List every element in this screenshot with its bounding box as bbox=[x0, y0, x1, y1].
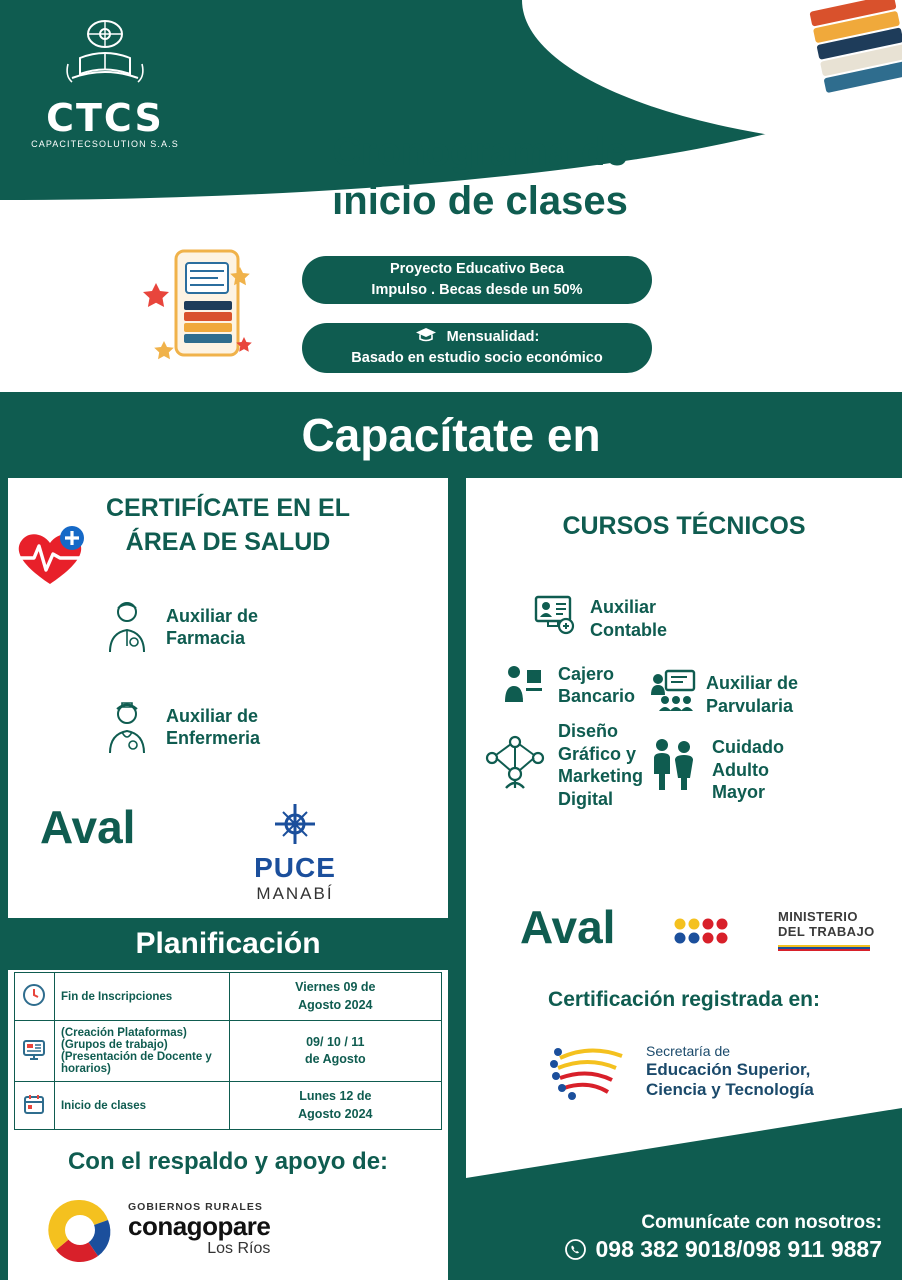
nurse-icon bbox=[100, 698, 154, 756]
teacher-board-icon bbox=[650, 669, 696, 713]
mensualidad-line-2: Basado en estudio socio económico bbox=[351, 350, 603, 366]
course-label-line-2: Bancario bbox=[558, 686, 636, 706]
conagopare-name: conagopare bbox=[128, 1211, 271, 1242]
mensualidad-line-1 bbox=[351, 327, 602, 348]
course-label-line-2: Parvularia bbox=[706, 695, 794, 716]
planificacion-title: Planificación bbox=[8, 918, 448, 970]
platform-icon bbox=[22, 1038, 46, 1062]
heart-pulse-icon bbox=[10, 520, 90, 590]
title-line-1: Cronograma de bbox=[332, 130, 628, 174]
calendar-books-icon bbox=[140, 245, 270, 375]
conagopare-logo-icon bbox=[42, 1192, 118, 1268]
senescyt-logo-icon bbox=[548, 1040, 634, 1104]
course-label-line-3: Marketing bbox=[558, 766, 644, 786]
course-label bbox=[558, 720, 643, 810]
senescyt-line-1: Secretaría de bbox=[646, 1043, 731, 1060]
logo-subtitle: CAPACITECSOLUTION S.A.S bbox=[31, 139, 179, 149]
planificacion-table bbox=[14, 972, 442, 1130]
row-icon-cell bbox=[15, 1082, 55, 1130]
course-label-line-2: Gráfico y bbox=[558, 743, 637, 764]
pharmacist-icon bbox=[100, 598, 154, 656]
brand-logo bbox=[30, 18, 180, 149]
salud-title-line-1: CERTIFÍCATE EN EL bbox=[106, 494, 350, 522]
course-label bbox=[706, 672, 798, 717]
row-date bbox=[229, 973, 441, 1021]
beca-line-2: Impulso . Becas desde un 50% bbox=[371, 282, 583, 298]
conagopare-logo bbox=[42, 1192, 270, 1268]
course-label-line-1: Cajero bbox=[558, 663, 615, 684]
puce-cross-icon bbox=[263, 800, 327, 852]
ministerio-line-2: DEL TRABAJO bbox=[778, 923, 875, 939]
course-label-line-1: Auxiliar de bbox=[166, 705, 259, 726]
course-label bbox=[558, 663, 635, 708]
course-label bbox=[166, 705, 260, 750]
course-label-line-1: Cuidado bbox=[712, 737, 784, 757]
course-auxiliar-farmacia bbox=[100, 598, 258, 656]
page-title bbox=[260, 128, 700, 226]
monitor-user-icon bbox=[532, 592, 578, 638]
table-row bbox=[15, 1021, 442, 1082]
whatsapp-icon[interactable] bbox=[565, 1239, 586, 1260]
row-date-line-1: 09/ 10 / 11 bbox=[306, 1034, 365, 1049]
contact-title: Comunícate con nosotros: bbox=[641, 1212, 882, 1233]
clock-icon bbox=[22, 983, 46, 1007]
contact-phones[interactable]: 098 382 9018/098 911 9887 bbox=[595, 1236, 882, 1262]
puce-campus: MANABÍ bbox=[256, 884, 334, 903]
course-label-line-2: Enfermeria bbox=[166, 728, 261, 748]
puce-logo bbox=[235, 800, 355, 904]
ministerio-dots-icon bbox=[672, 914, 768, 950]
contact-block bbox=[466, 1212, 896, 1263]
course-auxiliar-enfermeria bbox=[100, 698, 260, 756]
teller-icon bbox=[500, 662, 546, 708]
logo-text: CTCS bbox=[46, 96, 164, 140]
row-date bbox=[229, 1021, 441, 1082]
ministerio-trabajo-logo bbox=[672, 910, 875, 955]
aval-label-right: Aval bbox=[520, 901, 616, 953]
course-cuidado-adulto-mayor bbox=[712, 736, 784, 804]
course-label-line-2: Adulto bbox=[712, 759, 769, 780]
ministerio-flag-bar-icon bbox=[778, 945, 870, 951]
conagopare-tagline: GOBIERNOS RURALES bbox=[128, 1201, 263, 1214]
course-auxiliar-contable bbox=[590, 596, 667, 641]
mensualidad-pill bbox=[302, 323, 652, 373]
aval-label-left: Aval bbox=[40, 801, 136, 853]
books-icon bbox=[722, 0, 902, 110]
senescyt-line-2: Educación Superior, bbox=[646, 1060, 811, 1079]
course-label bbox=[590, 596, 667, 641]
capacitate-band bbox=[0, 392, 902, 478]
row-date-line-2: Agosto 2024 bbox=[298, 1106, 373, 1121]
row-icon-cell bbox=[15, 973, 55, 1021]
row-date bbox=[229, 1082, 441, 1130]
course-label-line-2: Contable bbox=[590, 619, 668, 640]
elderly-care-icon bbox=[644, 736, 702, 792]
beca-pill bbox=[302, 256, 652, 304]
table-row bbox=[15, 1082, 442, 1130]
graduation-book-icon bbox=[62, 18, 148, 92]
course-diseno-grafico bbox=[484, 720, 643, 810]
row-concept: (Creación Plataformas) (Grupos de trabajo) (Presentación de Docente y horarios) bbox=[54, 1021, 229, 1082]
graduation-cap-icon bbox=[415, 327, 437, 343]
course-label-line-1: Auxiliar bbox=[590, 597, 657, 617]
design-network-icon bbox=[484, 734, 546, 796]
ministerio-line-1: MINISTERIO bbox=[778, 909, 858, 924]
row-date-line-2: Agosto 2024 bbox=[298, 997, 373, 1012]
course-label-line-1: Auxiliar de bbox=[706, 673, 799, 693]
course-label-line-1: Diseño bbox=[558, 721, 619, 741]
row-date-line-1: Viernes 09 de bbox=[295, 980, 376, 994]
senescyt-logo bbox=[548, 1040, 814, 1104]
certificacion-title: Certificación registrada en: bbox=[548, 988, 820, 1011]
table-row bbox=[15, 973, 442, 1021]
course-cajero-bancario bbox=[500, 662, 635, 708]
course-label-line-3: Mayor bbox=[712, 782, 766, 802]
row-concept: Inicio de clases bbox=[54, 1082, 229, 1130]
mensualidad-label: Mensualidad: bbox=[446, 328, 540, 345]
course-label-line-1: Auxiliar de bbox=[166, 605, 259, 626]
capacitate-title: Capacítate en bbox=[301, 409, 601, 461]
salud-title-line-2: ÁREA DE SALUD bbox=[125, 527, 331, 556]
row-date-line-2: de Agosto bbox=[304, 1052, 366, 1066]
conagopare-region: Los Ríos bbox=[207, 1239, 271, 1257]
course-auxiliar-parvularia bbox=[706, 672, 798, 717]
calendar-icon bbox=[22, 1092, 46, 1116]
row-date-line-1: Lunes 12 de bbox=[299, 1089, 372, 1103]
row-icon-cell bbox=[15, 1021, 55, 1082]
row-concept: Fin de Inscripciones bbox=[54, 973, 229, 1021]
beca-line-1: Proyecto Educativo Beca bbox=[389, 260, 565, 277]
senescyt-line-3: Ciencia y Tecnología bbox=[646, 1080, 814, 1100]
puce-name: PUCE bbox=[254, 852, 336, 883]
tecnicos-title: CURSOS TÉCNICOS bbox=[562, 512, 806, 540]
course-label-line-2: Farmacia bbox=[166, 628, 246, 648]
course-label bbox=[712, 736, 784, 804]
contact-phones-row bbox=[466, 1236, 882, 1263]
course-label bbox=[166, 605, 258, 650]
title-line-2: inicio de clases bbox=[332, 178, 628, 223]
respaldo-title: Con el respaldo y apoyo de: bbox=[67, 1148, 389, 1175]
course-label-line-4: Digital bbox=[558, 788, 614, 809]
